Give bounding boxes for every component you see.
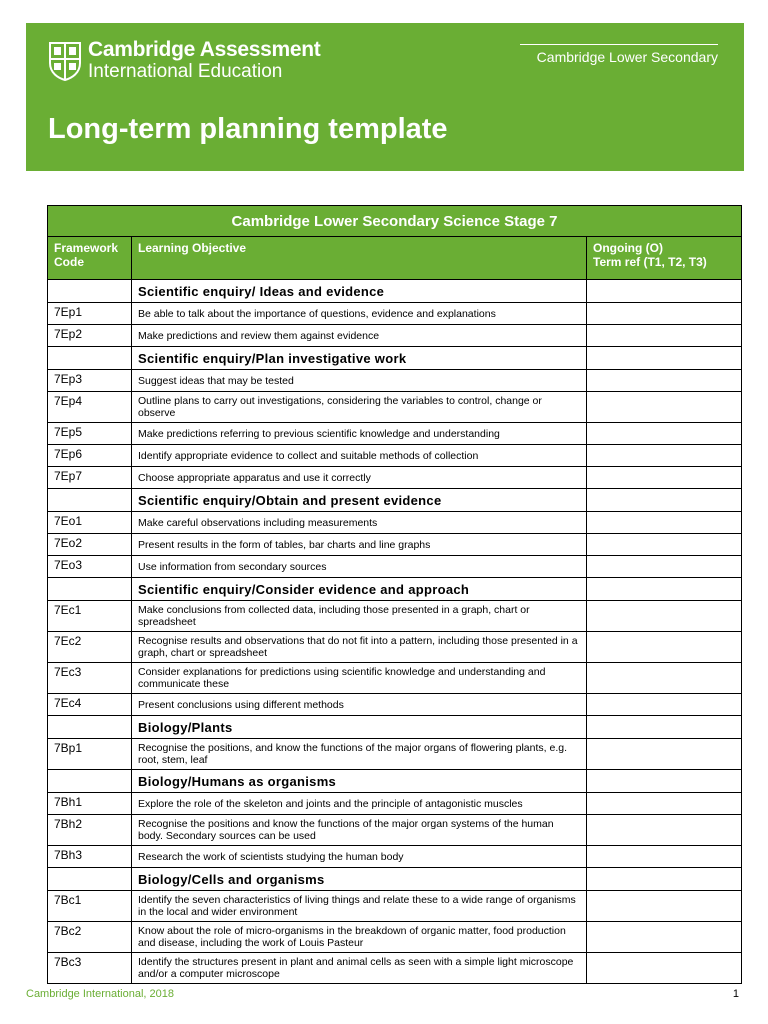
learning-objective: Make predictions referring to previous scientific knowledge and understanding bbox=[132, 423, 587, 445]
framework-code: 7Bc3 bbox=[48, 953, 132, 984]
stage-title: Cambridge Lower Secondary Science Stage 7 bbox=[48, 206, 742, 237]
term-ref-cell bbox=[587, 716, 742, 739]
framework-code: 7Ep1 bbox=[48, 303, 132, 325]
learning-objective: Explore the role of the skeleton and joints and the principle of antagonistic muscles bbox=[132, 793, 587, 815]
learning-objective: Identify the structures present in plant and animal cells as seen with a simple light microscope and/or a computer microscope bbox=[132, 953, 587, 984]
table-row bbox=[48, 534, 742, 556]
framework-code: 7Bc1 bbox=[48, 891, 132, 922]
table-row bbox=[48, 694, 742, 716]
section-title: Biology/Plants bbox=[132, 716, 587, 739]
section-code-cell bbox=[48, 347, 132, 370]
learning-objective: Present results in the form of tables, bar charts and line graphs bbox=[132, 534, 587, 556]
table-row bbox=[48, 467, 742, 489]
term-ref-cell bbox=[587, 325, 742, 347]
framework-code: 7Ec1 bbox=[48, 601, 132, 632]
framework-code: 7Ep3 bbox=[48, 370, 132, 392]
learning-objective: Make conclusions from collected data, including those presented in a graph, chart or spreadsheet bbox=[132, 601, 587, 632]
column-header-term bbox=[587, 237, 742, 280]
footer-page-number: 1 bbox=[732, 988, 739, 1000]
section-code-cell bbox=[48, 716, 132, 739]
framework-code: 7Bp1 bbox=[48, 739, 132, 770]
column-header-term-line1: Ongoing (O) bbox=[593, 241, 663, 255]
section-code-cell bbox=[48, 280, 132, 303]
section-code-cell bbox=[48, 868, 132, 891]
framework-code: 7Eo1 bbox=[48, 512, 132, 534]
section-code-cell bbox=[48, 489, 132, 512]
table-row bbox=[48, 303, 742, 325]
framework-code: 7Bh1 bbox=[48, 793, 132, 815]
framework-code: 7Ec3 bbox=[48, 663, 132, 694]
header-banner bbox=[26, 23, 744, 171]
section-header-row bbox=[48, 716, 742, 739]
brand-name-line2: International Education bbox=[88, 61, 283, 82]
learning-objective: Identify appropriate evidence to collect and suitable methods of collection bbox=[132, 445, 587, 467]
term-ref-cell bbox=[587, 347, 742, 370]
framework-code: 7Ep6 bbox=[48, 445, 132, 467]
table-row bbox=[48, 632, 742, 663]
term-ref-cell bbox=[587, 770, 742, 793]
learning-objective: Research the work of scientists studying the human body bbox=[132, 846, 587, 868]
term-ref-cell bbox=[587, 739, 742, 770]
term-ref-cell bbox=[587, 489, 742, 512]
learning-objective: Identify the seven characteristics of living things and relate these to a wide range of organisms in the local and wider environment bbox=[132, 891, 587, 922]
term-ref-cell bbox=[587, 922, 742, 953]
section-header-row bbox=[48, 868, 742, 891]
term-ref-cell bbox=[587, 694, 742, 716]
learning-objective: Use information from secondary sources bbox=[132, 556, 587, 578]
term-ref-cell bbox=[587, 846, 742, 868]
learning-objective: Consider explanations for predictions using scientific knowledge and understanding and communicate these bbox=[132, 663, 587, 694]
table-row bbox=[48, 370, 742, 392]
framework-code: 7Ec4 bbox=[48, 694, 132, 716]
learning-objective: Recognise the positions and know the functions of the major organ systems of the human body. Secondary sources can be used bbox=[132, 815, 587, 846]
term-ref-cell bbox=[587, 370, 742, 392]
footer-copyright: Cambridge International, 2018 bbox=[26, 988, 174, 1000]
table-row bbox=[48, 556, 742, 578]
framework-code: 7Bh2 bbox=[48, 815, 132, 846]
term-ref-cell bbox=[587, 534, 742, 556]
section-title: Scientific enquiry/Obtain and present evidence bbox=[132, 489, 587, 512]
section-code-cell bbox=[48, 578, 132, 601]
term-ref-cell bbox=[587, 578, 742, 601]
term-ref-cell bbox=[587, 953, 742, 984]
table-row bbox=[48, 445, 742, 467]
section-header-row bbox=[48, 347, 742, 370]
framework-code: 7Eo3 bbox=[48, 556, 132, 578]
header-divider bbox=[520, 44, 718, 45]
framework-code: 7Ec2 bbox=[48, 632, 132, 663]
section-header-row bbox=[48, 578, 742, 601]
term-ref-cell bbox=[587, 423, 742, 445]
learning-objective: Recognise results and observations that do not fit into a pattern, including those presented in a graph, chart or spreadsheet bbox=[132, 632, 587, 663]
term-ref-cell bbox=[587, 793, 742, 815]
section-title: Scientific enquiry/Plan investigative work bbox=[132, 347, 587, 370]
section-header-row bbox=[48, 280, 742, 303]
framework-code: 7Ep4 bbox=[48, 392, 132, 423]
term-ref-cell bbox=[587, 556, 742, 578]
cambridge-shield-logo-icon bbox=[48, 41, 82, 81]
learning-objective: Choose appropriate apparatus and use it correctly bbox=[132, 467, 587, 489]
section-title: Scientific enquiry/ Ideas and evidence bbox=[132, 280, 587, 303]
framework-code: 7Bc2 bbox=[48, 922, 132, 953]
table-row bbox=[48, 793, 742, 815]
framework-code: 7Eo2 bbox=[48, 534, 132, 556]
framework-code: 7Ep5 bbox=[48, 423, 132, 445]
learning-objective: Recognise the positions, and know the functions of the major organs of flowering plants, e.g. root, stem, leaf bbox=[132, 739, 587, 770]
table-row bbox=[48, 739, 742, 770]
section-code-cell bbox=[48, 770, 132, 793]
term-ref-cell bbox=[587, 280, 742, 303]
table-row bbox=[48, 815, 742, 846]
table-header-row bbox=[48, 237, 742, 280]
table-row bbox=[48, 325, 742, 347]
table-row bbox=[48, 891, 742, 922]
brand-name-line1: Cambridge Assessment bbox=[88, 38, 321, 61]
programme-label: Cambridge Lower Secondary bbox=[536, 49, 718, 65]
table-row bbox=[48, 663, 742, 694]
section-title: Biology/Humans as organisms bbox=[132, 770, 587, 793]
section-title: Scientific enquiry/Consider evidence and approach bbox=[132, 578, 587, 601]
section-header-row bbox=[48, 489, 742, 512]
table-row bbox=[48, 423, 742, 445]
term-ref-cell bbox=[587, 601, 742, 632]
table-row bbox=[48, 846, 742, 868]
term-ref-cell bbox=[587, 663, 742, 694]
term-ref-cell bbox=[587, 868, 742, 891]
term-ref-cell bbox=[587, 891, 742, 922]
column-header-code: Framework Code bbox=[48, 237, 132, 280]
table-row bbox=[48, 512, 742, 534]
column-header-term-line2: Term ref (T1, T2, T3) bbox=[593, 255, 707, 269]
learning-objective: Outline plans to carry out investigations, considering the variables to control, change or observe bbox=[132, 392, 587, 423]
framework-code: 7Ep7 bbox=[48, 467, 132, 489]
planning-table bbox=[47, 205, 742, 984]
section-header-row bbox=[48, 770, 742, 793]
term-ref-cell bbox=[587, 445, 742, 467]
learning-objective: Know about the role of micro-organisms in the breakdown of organic matter, food production and disease, including the work of Louis Pasteur bbox=[132, 922, 587, 953]
framework-code: 7Bh3 bbox=[48, 846, 132, 868]
term-ref-cell bbox=[587, 632, 742, 663]
learning-objective: Make careful observations including measurements bbox=[132, 512, 587, 534]
learning-objective: Make predictions and review them against evidence bbox=[132, 325, 587, 347]
term-ref-cell bbox=[587, 815, 742, 846]
table-row bbox=[48, 922, 742, 953]
section-title: Biology/Cells and organisms bbox=[132, 868, 587, 891]
framework-code: 7Ep2 bbox=[48, 325, 132, 347]
page-title: Long-term planning template bbox=[48, 113, 448, 145]
term-ref-cell bbox=[587, 467, 742, 489]
learning-objective: Suggest ideas that may be tested bbox=[132, 370, 587, 392]
term-ref-cell bbox=[587, 303, 742, 325]
term-ref-cell bbox=[587, 512, 742, 534]
column-header-objective: Learning Objective bbox=[132, 237, 587, 280]
table-row bbox=[48, 392, 742, 423]
table-row bbox=[48, 601, 742, 632]
table-row bbox=[48, 953, 742, 984]
term-ref-cell bbox=[587, 392, 742, 423]
learning-objective: Present conclusions using different methods bbox=[132, 694, 587, 716]
learning-objective: Be able to talk about the importance of questions, evidence and explanations bbox=[132, 303, 587, 325]
